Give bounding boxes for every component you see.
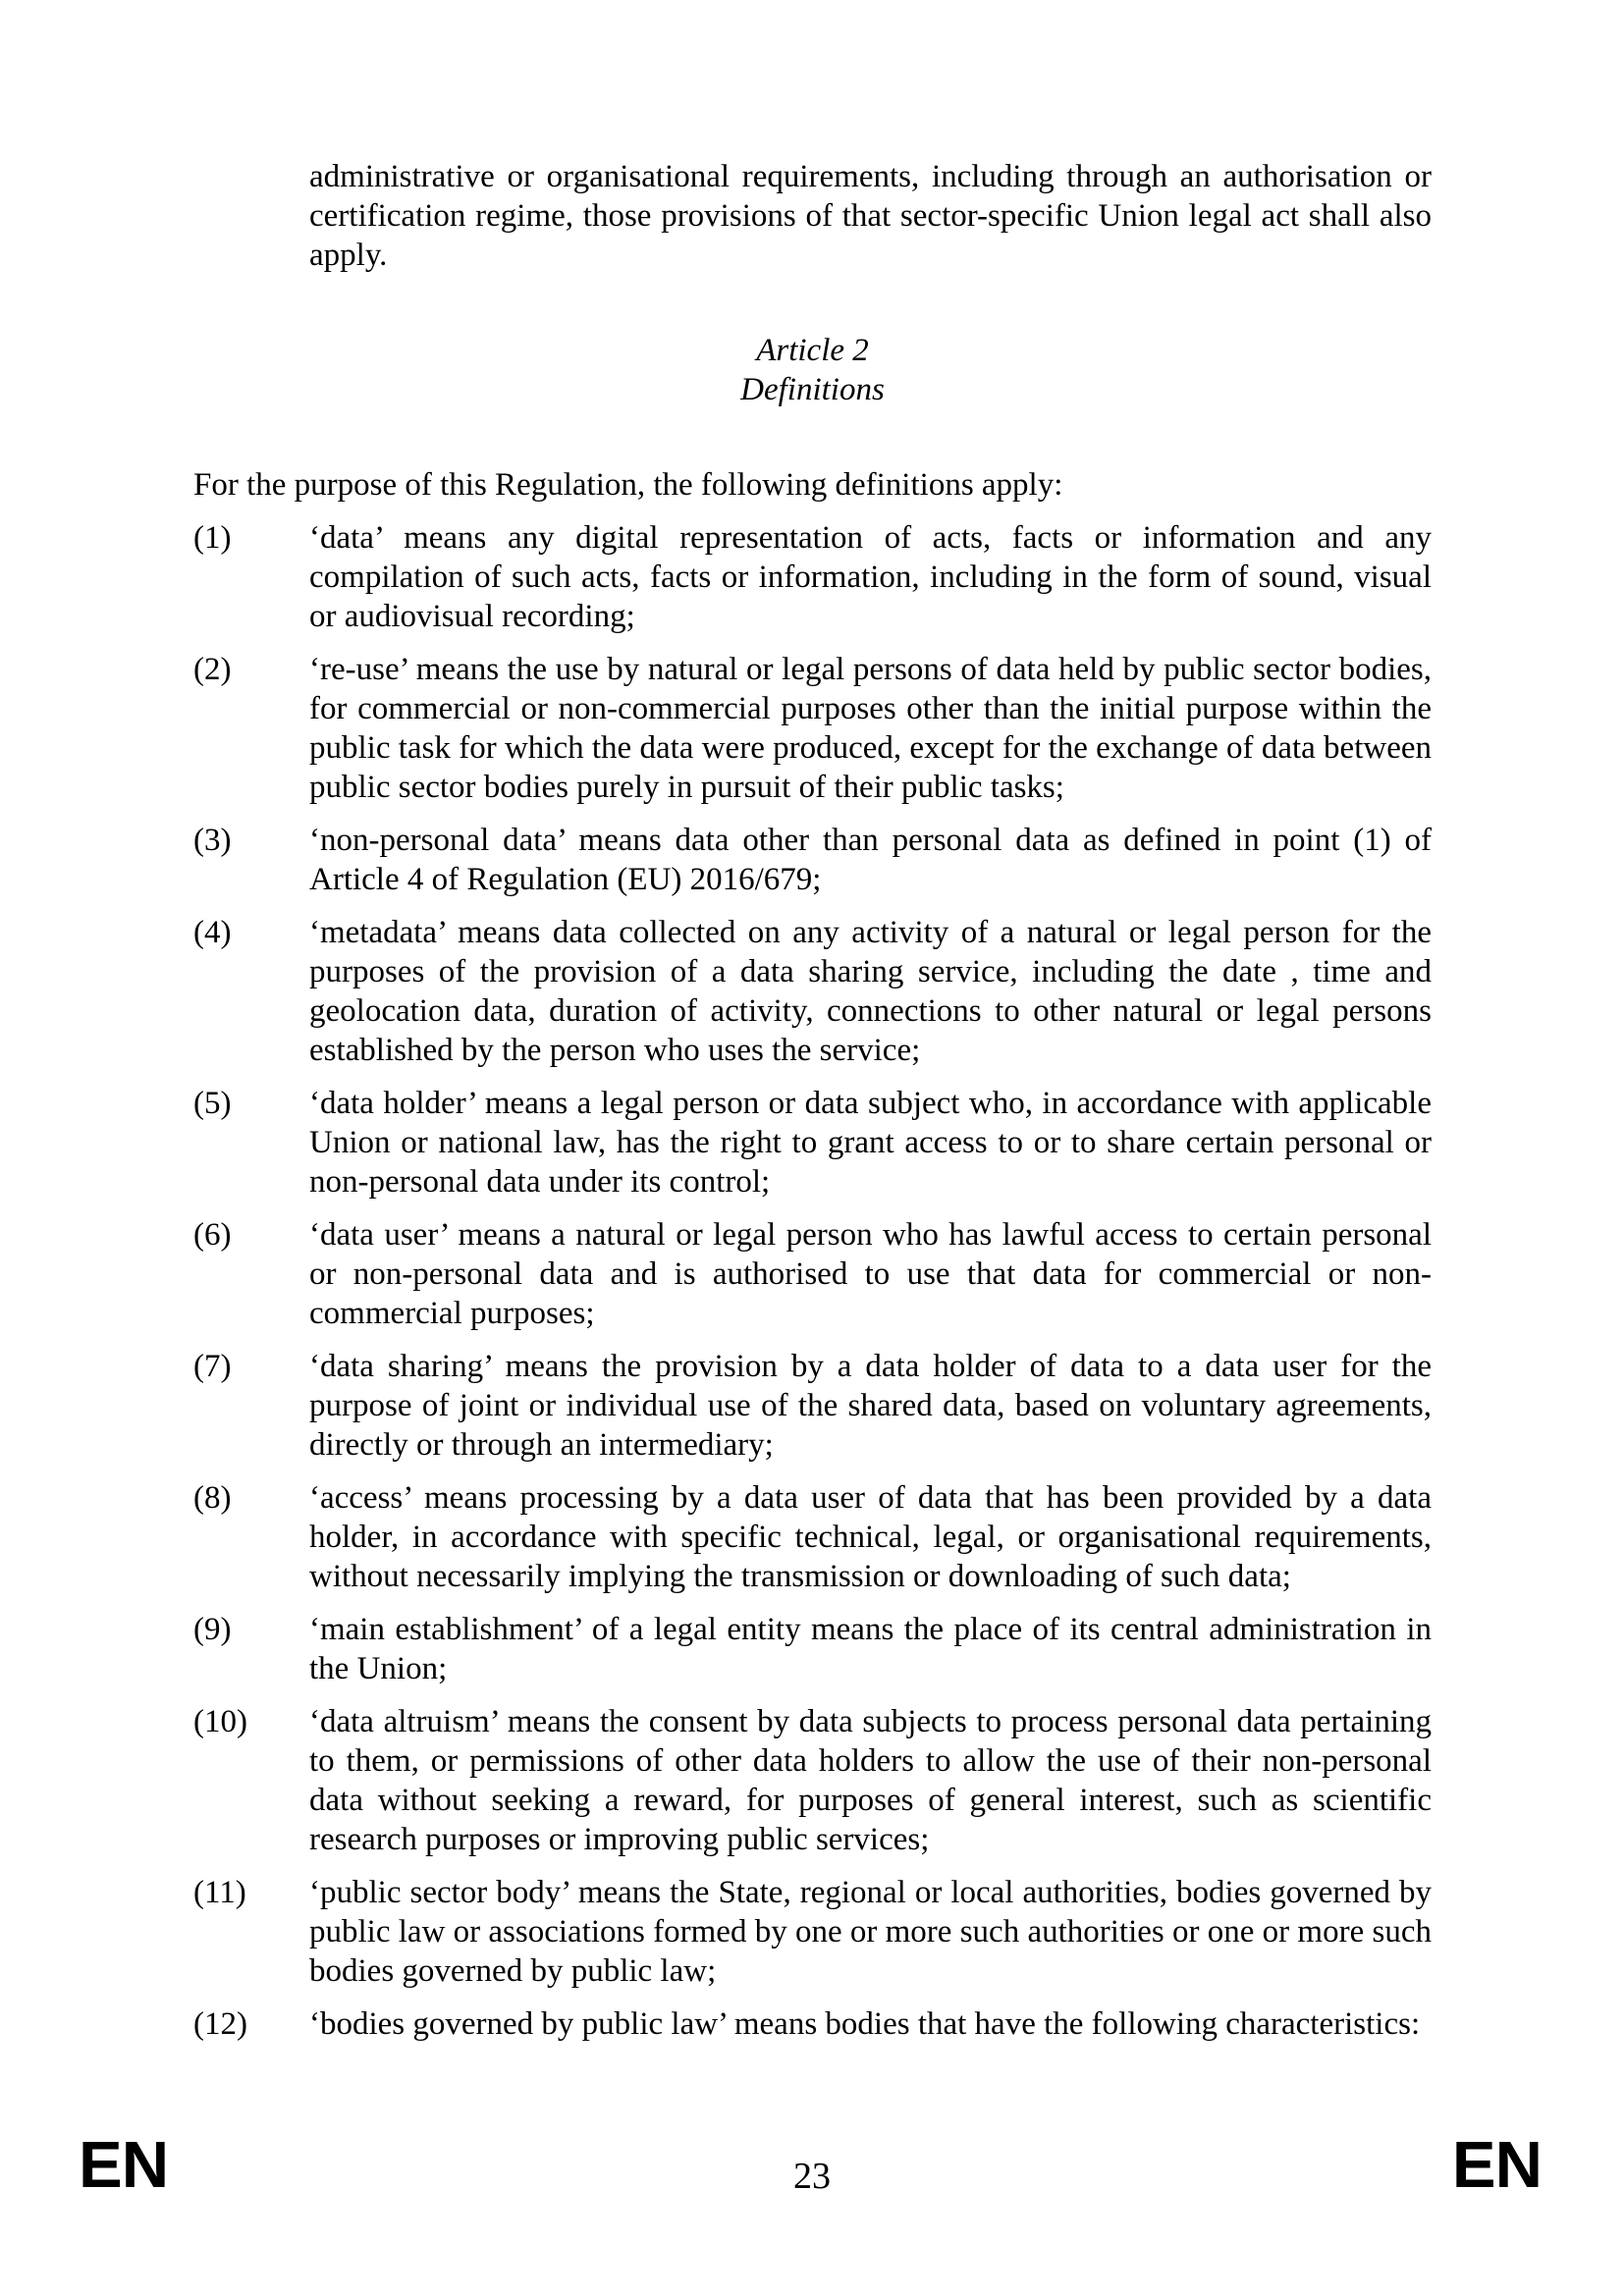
definition-number: (5) <box>193 1086 232 1121</box>
definition-item <box>193 1478 1432 1596</box>
definition-text: ‘main establishment’ of a legal entity means the place of its central administration in the Union; <box>309 1612 1432 1686</box>
definition-item <box>193 650 1432 807</box>
definition-number: (9) <box>193 1612 232 1647</box>
page-content <box>193 157 1432 2044</box>
article-heading <box>193 331 1432 409</box>
definition-item <box>193 821 1432 899</box>
definition-item <box>193 1084 1432 1201</box>
definition-item <box>193 1873 1432 1991</box>
definition-item <box>193 518 1432 636</box>
definition-text: ‘access’ means processing by a data user of data that has been provided by a data holder, in accordance with specific technical, legal, or organisational requirements, without necessarily implying the transmission or downloading of such data; <box>309 1480 1432 1594</box>
definition-number: (8) <box>193 1480 232 1516</box>
definition-text: ‘public sector body’ means the State, regional or local authorities, bodies governed by public law or associations formed by one or more such authorities or one or more such bodies governed by public law; <box>309 1875 1432 1989</box>
definition-number: (2) <box>193 652 232 687</box>
footer-language-marking-left: EN <box>79 2128 169 2202</box>
definition-number: (6) <box>193 1217 232 1253</box>
definition-text: ‘non-personal data’ means data other than personal data as defined in point (1) of Article 4 of Regulation (EU) 2016/679; <box>309 823 1432 897</box>
definition-number: (4) <box>193 915 232 950</box>
definition-number: (1) <box>193 520 232 556</box>
definition-item <box>193 1215 1432 1333</box>
definition-item <box>193 1347 1432 1465</box>
article-subtitle: Definitions <box>740 372 885 407</box>
definition-number: (7) <box>193 1349 232 1384</box>
definitions-intro: For the purpose of this Regulation, the following definitions apply: <box>193 467 1063 503</box>
definition-item <box>193 1702 1432 1859</box>
definitions-list <box>193 518 1432 2044</box>
definition-number: (10) <box>193 1704 247 1739</box>
definition-text: ‘bodies governed by public law’ means bodies that have the following characteristics: <box>309 2006 1421 2042</box>
page-number: 23 <box>793 2156 831 2197</box>
definition-item <box>193 913 1432 1070</box>
continuation-paragraph: administrative or organisational requirements, including through an authorisation or certification regime, those provisions of that sector-specific Union legal act shall also apply. <box>309 159 1432 273</box>
definition-number: (11) <box>193 1875 246 1910</box>
definition-number: (3) <box>193 823 232 858</box>
definition-item <box>193 2004 1432 2044</box>
definition-text: ‘data altruism’ means the consent by data subjects to process personal data pertaining to them, or permissions of other data holders to allow the use of their non-personal data without seeking a reward, for purposes of general interest, such as scientific research purposes or improving public services; <box>309 1704 1432 1857</box>
definition-text: ‘data holder’ means a legal person or data subject who, in accordance with applicable Union or national law, has the right to grant access to or to share certain personal or non-personal data under its control; <box>309 1086 1432 1200</box>
definition-text: ‘data’ means any digital representation of acts, facts or information and any compilation of such acts, facts or information, including in the form of sound, visual or audiovisual recording; <box>309 520 1432 634</box>
definition-text: ‘metadata’ means data collected on any activity of a natural or legal person for the purposes of the provision of a data sharing service, including the date , time and geolocation data, duration of activity, connections to other natural or legal persons established by the person who uses the service; <box>309 915 1432 1068</box>
definition-text: ‘data sharing’ means the provision by a data holder of data to a data user for the purpose of joint or individual use of the shared data, based on voluntary agreements, directly or through an intermediary; <box>309 1349 1432 1463</box>
definition-text: ‘data user’ means a natural or legal person who has lawful access to certain personal or non-personal data and is authorised to use that data for commercial or non-commercial purposes; <box>309 1217 1432 1331</box>
article-title: Article 2 <box>756 333 869 368</box>
definition-item <box>193 1610 1432 1688</box>
footer-language-marking-right: EN <box>1451 2128 1542 2202</box>
definition-text: ‘re-use’ means the use by natural or legal persons of data held by public sector bodies, for commercial or non-commercial purposes other than the initial purpose within the public task for which the data were produced, except for the exchange of data between public sector bodies purely in pursuit of their public tasks; <box>309 652 1432 805</box>
definition-number: (12) <box>193 2006 247 2042</box>
